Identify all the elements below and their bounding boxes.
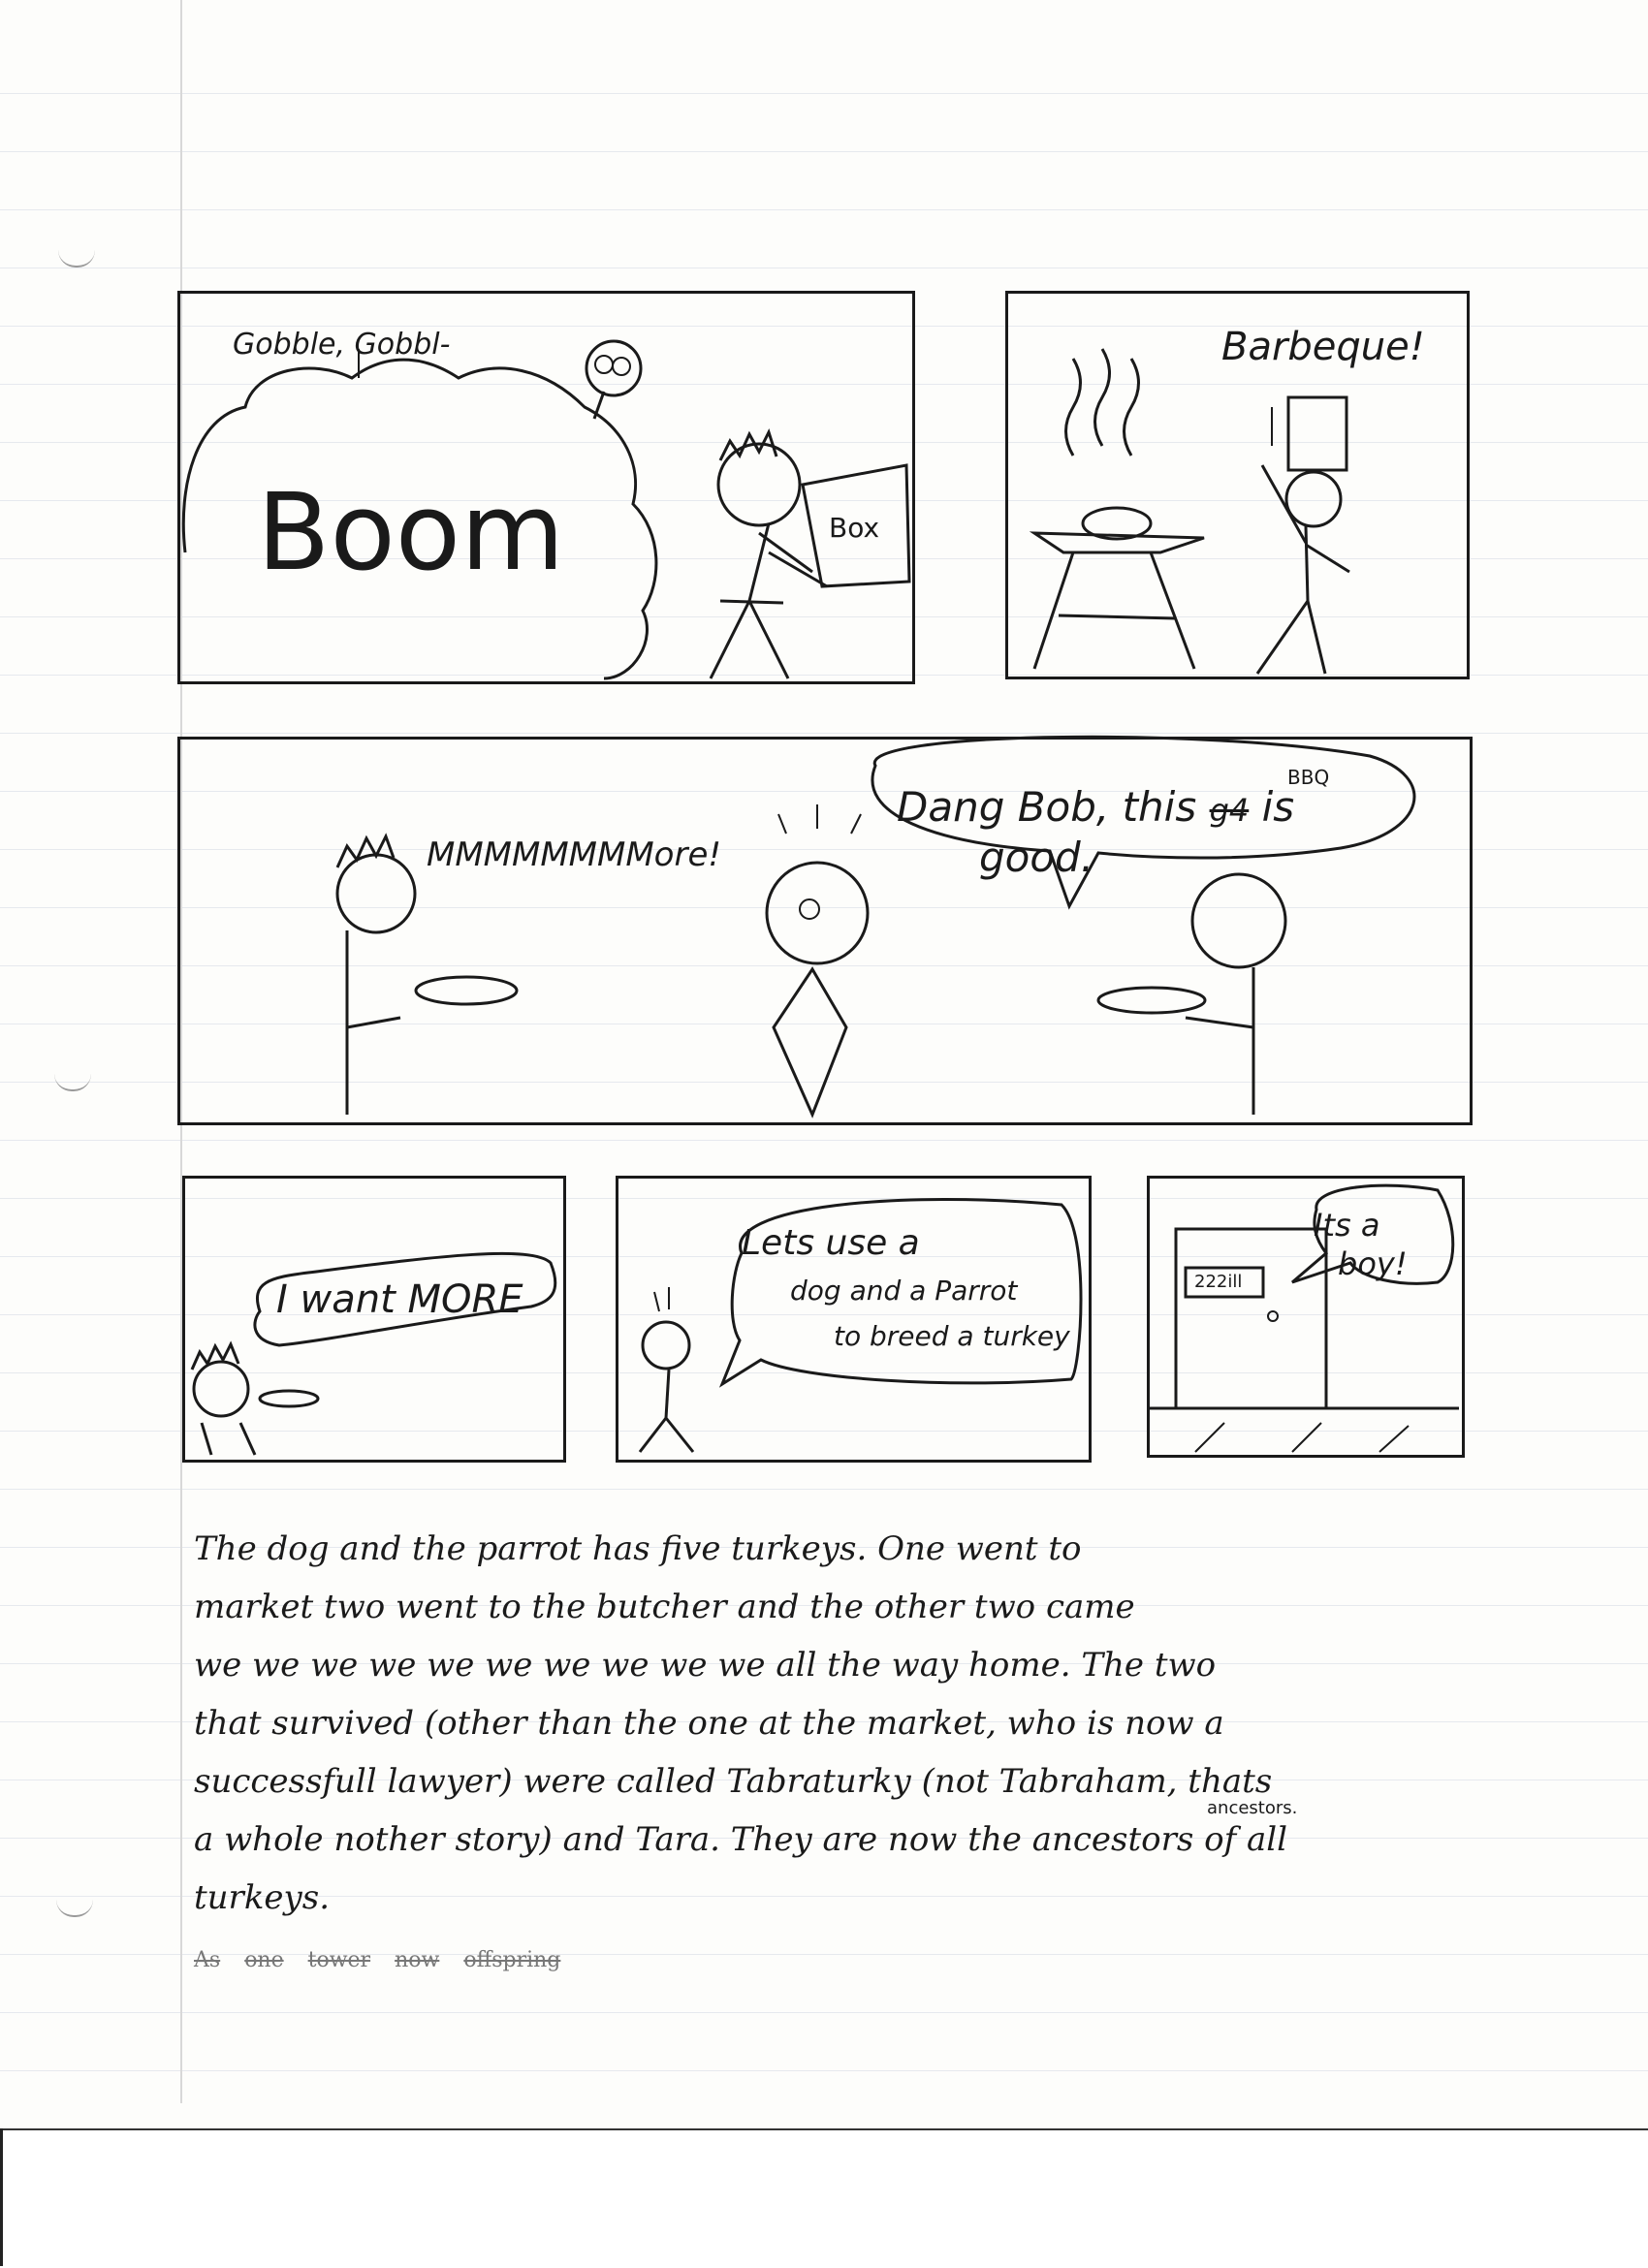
breed-line2: dog and a Parrot [790,1275,1018,1307]
breed-line1: Lets use a [742,1223,920,1263]
inserted-bbq: BBQ [1287,766,1330,789]
scientist-head [643,1322,689,1369]
story-line-4: that survived (other than the one at the market, who is now a [194,1704,1224,1743]
man-head-1 [718,444,800,525]
scan-left-edge [0,2128,3,2266]
story-line-5: successfull lawyer) were called Tabraturky (not Tabraham, thats [194,1762,1273,1801]
scan-bottom-edge [0,2128,1648,2268]
gobble-text: Gobble, Gobbl- [233,328,451,362]
ruled-line [0,1140,1648,1141]
ruled-line [0,2070,1648,2071]
binder-hole-1 [58,250,95,268]
dang-bob-line1 [897,783,1294,831]
story-line-3: we we we we we we we we we we all the way home. The two [194,1646,1217,1685]
ruled-line [0,151,1648,152]
story-line-6: a whole nother story) and Tara. They are now the ancestors of all [194,1820,1287,1859]
i-want-more-text: I want MORE [276,1277,523,1322]
door [1176,1229,1326,1408]
panel-6-drawing [1147,1176,1464,1457]
bob-body [774,969,846,1115]
ruled-line [0,93,1648,94]
binder-hole-2 [54,1074,91,1091]
barbeque-text: Barbeque! [1221,325,1425,369]
panel-5-drawing [616,1176,1091,1462]
eater-head [337,855,415,932]
box-label: Box [829,512,880,544]
binder-hole-3 [56,1900,93,1917]
struck-word-2: tower [307,1948,371,1972]
speech-line-start: Dang Bob, this [897,783,1197,831]
door-number: 222ill [1194,1272,1243,1292]
struck-word-0: As [194,1948,221,1972]
struck-word: g4 [1209,792,1250,829]
story-line-1: The dog and the parrot has five turkeys. One went to [194,1529,1082,1568]
speech-line-end: is [1261,783,1295,831]
struck-word-3: now [395,1948,440,1972]
its-a-text: Its a [1314,1207,1380,1244]
boom-text: Boom [257,470,565,594]
story-line-7: turkeys. [194,1878,331,1917]
plate-3 [260,1391,318,1406]
ruled-line [0,209,1648,210]
door-knob [1268,1311,1278,1321]
chef-hat [1288,397,1347,470]
bob-head [767,863,868,963]
breed-line3: to breed a turkey [834,1320,1070,1352]
struck-word-4: offspring [463,1948,561,1972]
ruled-line [0,733,1648,734]
mmmore-text: MMMMMMMMore! [427,835,722,874]
plate-2 [1098,988,1205,1013]
dang-bob-line2: good. [979,834,1094,881]
story-line-2: market two went to the butcher and the other two came [194,1588,1135,1626]
boy-text: boy! [1338,1245,1408,1282]
kid-head [194,1362,248,1416]
plate-1 [416,977,517,1004]
grill-top [1034,533,1204,552]
inserted-ancestors: ancestors. [1207,1798,1298,1818]
struck-word-1: one [244,1948,284,1972]
struck-words [194,1948,578,1972]
chef-head [1286,472,1341,526]
ruled-line [0,1489,1648,1490]
ruled-line [0,2012,1648,2013]
friend-head [1192,874,1285,967]
